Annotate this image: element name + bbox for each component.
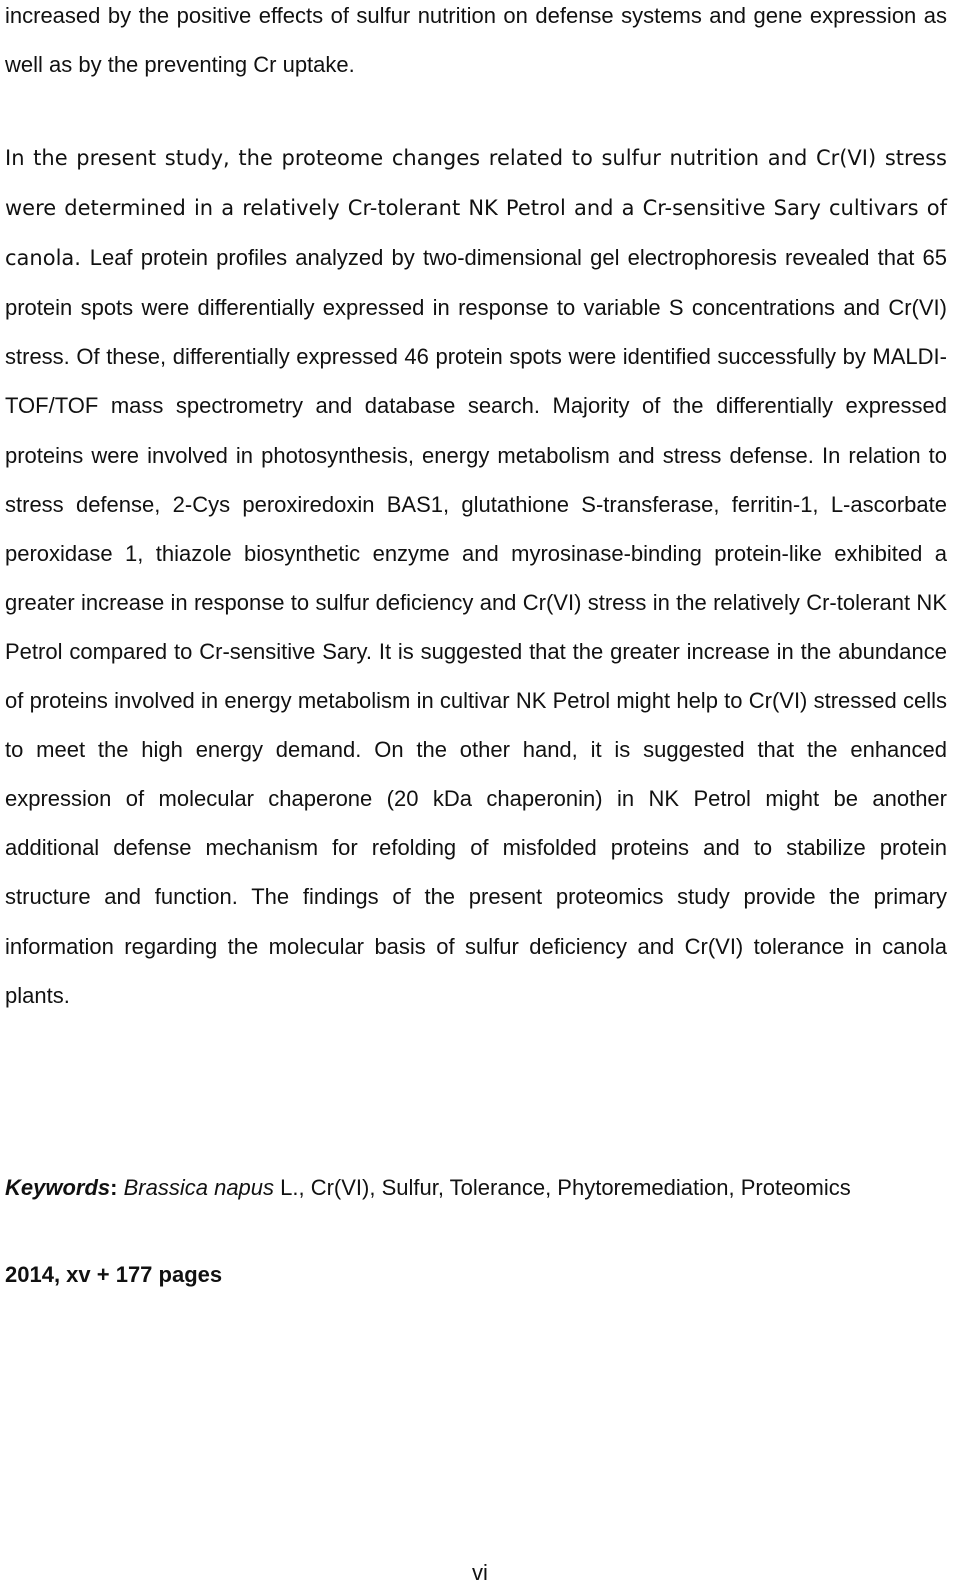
page-number: vi <box>472 1560 488 1585</box>
keywords-label: Keywords <box>5 1175 111 1200</box>
keywords-list: L., Cr(VI), Sulfur, Tolerance, Phytoremediation, Proteomics <box>274 1175 851 1200</box>
page-count-summary: 2014, xv + 177 pages <box>5 1262 223 1287</box>
main-paragraph-body: Leaf protein profiles analyzed by two-dimensional gel electrophoresis revealed that 65 protein spots were differentially expressed in response to variable S concentrations and Cr(VI) stress. Of these, differentially expressed 46 protein spots were identified successfully by MALDI-TOF/TOF mass spectrometry and database search. Majority of the differentially expressed proteins were involved in photosynthesis, energy metabolism and stress defense. In relation to stress defense, 2-Cys peroxiredoxin BAS1, glutathione S-transferase, ferritin-1, L-ascorbate peroxidase 1, thiazole biosynthetic enzyme and myrosinase-binding protein-like exhibited a greater increase in response to sulfur deficiency and Cr(VI) stress in the relatively Cr-tolerant NK Petrol compared to Cr-sensitive Sary. It is suggested that the greater increase in the abundance of proteins involved in energy metabolism in cultivar NK Petrol might help to Cr(VI) stressed cells to meet the high energy demand. On the other hand, it is suggested that the enhanced expression of molecular chaperone (20 kDa chaperonin) in NK Petrol might be another additional defense mechanism for refolding of misfolded proteins and to stabilize protein structure and function. The findings of the present proteomics study provide the primary information regarding the molecular basis of sulfur deficiency and Cr(VI) tolerance in canola plants. <box>5 245 947 1008</box>
keywords-species: Brassica napus <box>123 1175 275 1200</box>
continued-paragraph: increased by the positive effects of sulfur nutrition on defense systems and gene expression as well as by the preventing Cr uptake. <box>5 3 947 78</box>
keywords-separator: : <box>110 1175 124 1200</box>
main-paragraph-intro: In the present study, the proteome changes related to sulfur nutrition and Cr(VI) stress were determined in a relatively Cr-tolerant NK Petrol and a Cr-sensitive Sary cultivars of canola. <box>5 146 947 271</box>
main-paragraph <box>5 133 947 1020</box>
keywords-line <box>5 1163 947 1212</box>
